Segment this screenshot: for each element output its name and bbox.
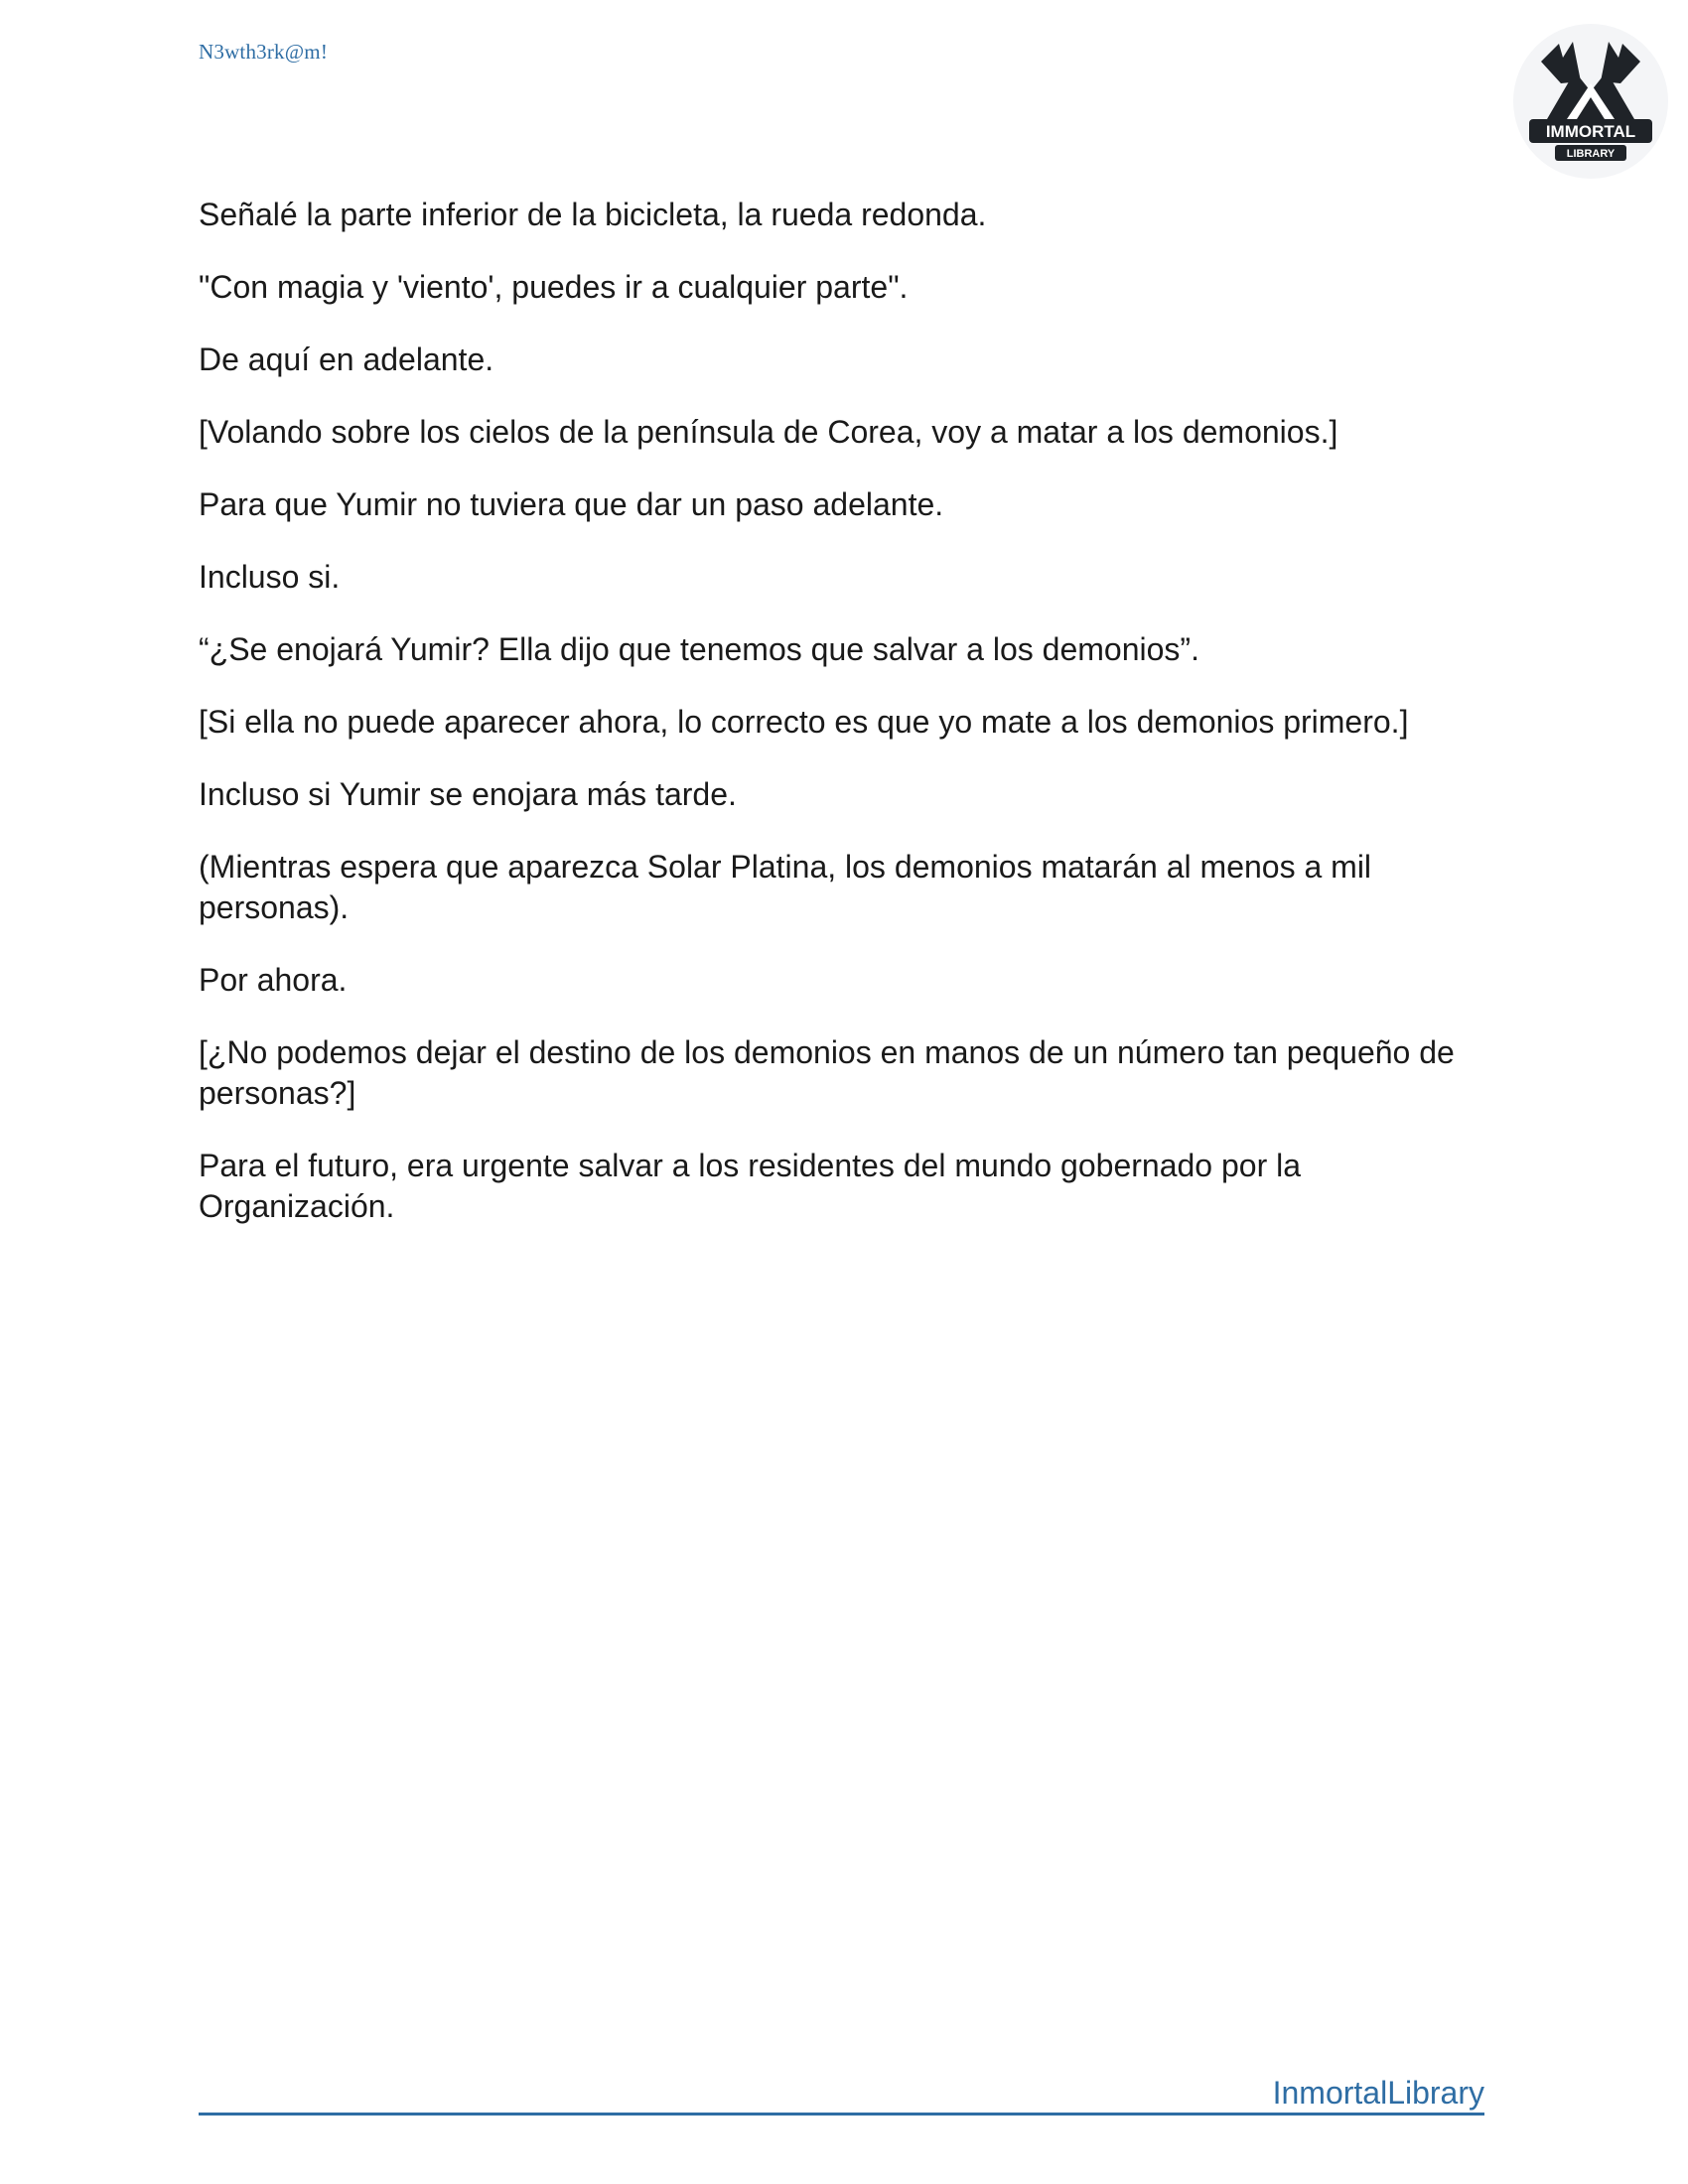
paragraph: [Volando sobre los cielos de la península de Corea, voy a matar a los demonios.]	[199, 414, 1338, 450]
logo-line-2: LIBRARY	[1566, 148, 1616, 160]
paragraph: (Mientras espera que aparezca Solar Platina, los demonios matarán al menos a mil personas).	[199, 849, 1372, 925]
paragraph: “¿Se enojará Yumir? Ella dijo que tenemos que salvar a los demonios”.	[199, 631, 1199, 667]
paragraph: De aquí en adelante.	[199, 341, 494, 377]
header-signature: N3wth3rk@m!	[199, 40, 329, 64]
paragraph: Incluso si Yumir se enojara más tarde.	[199, 776, 737, 812]
paragraph: [¿No podemos dejar el destino de los demonios en manos de un número tan pequeño de personas?]	[199, 1034, 1455, 1111]
paragraph: Por ahora.	[199, 962, 348, 998]
document-body	[199, 195, 1489, 1259]
paragraph: Para el futuro, era urgente salvar a los residentes del mundo gobernado por la Organización.	[199, 1148, 1302, 1224]
immortal-library-logo-icon	[1511, 22, 1670, 181]
paragraph: [Si ella no puede aparecer ahora, lo correcto es que yo mate a los demonios primero.]	[199, 704, 1409, 740]
logo-line-1: IMMORTAL	[1545, 122, 1636, 141]
footer	[199, 2073, 1484, 2116]
paragraph: Para que Yumir no tuviera que dar un paso adelante.	[199, 486, 944, 522]
footer-link[interactable]: InmortalLibrary	[1272, 2075, 1484, 2111]
paragraph: Señalé la parte inferior de la bicicleta, la rueda redonda.	[199, 197, 987, 232]
paragraph: "Con magia y 'viento', puedes ir a cualquier parte".	[199, 269, 909, 305]
paragraph: Incluso si.	[199, 559, 341, 595]
